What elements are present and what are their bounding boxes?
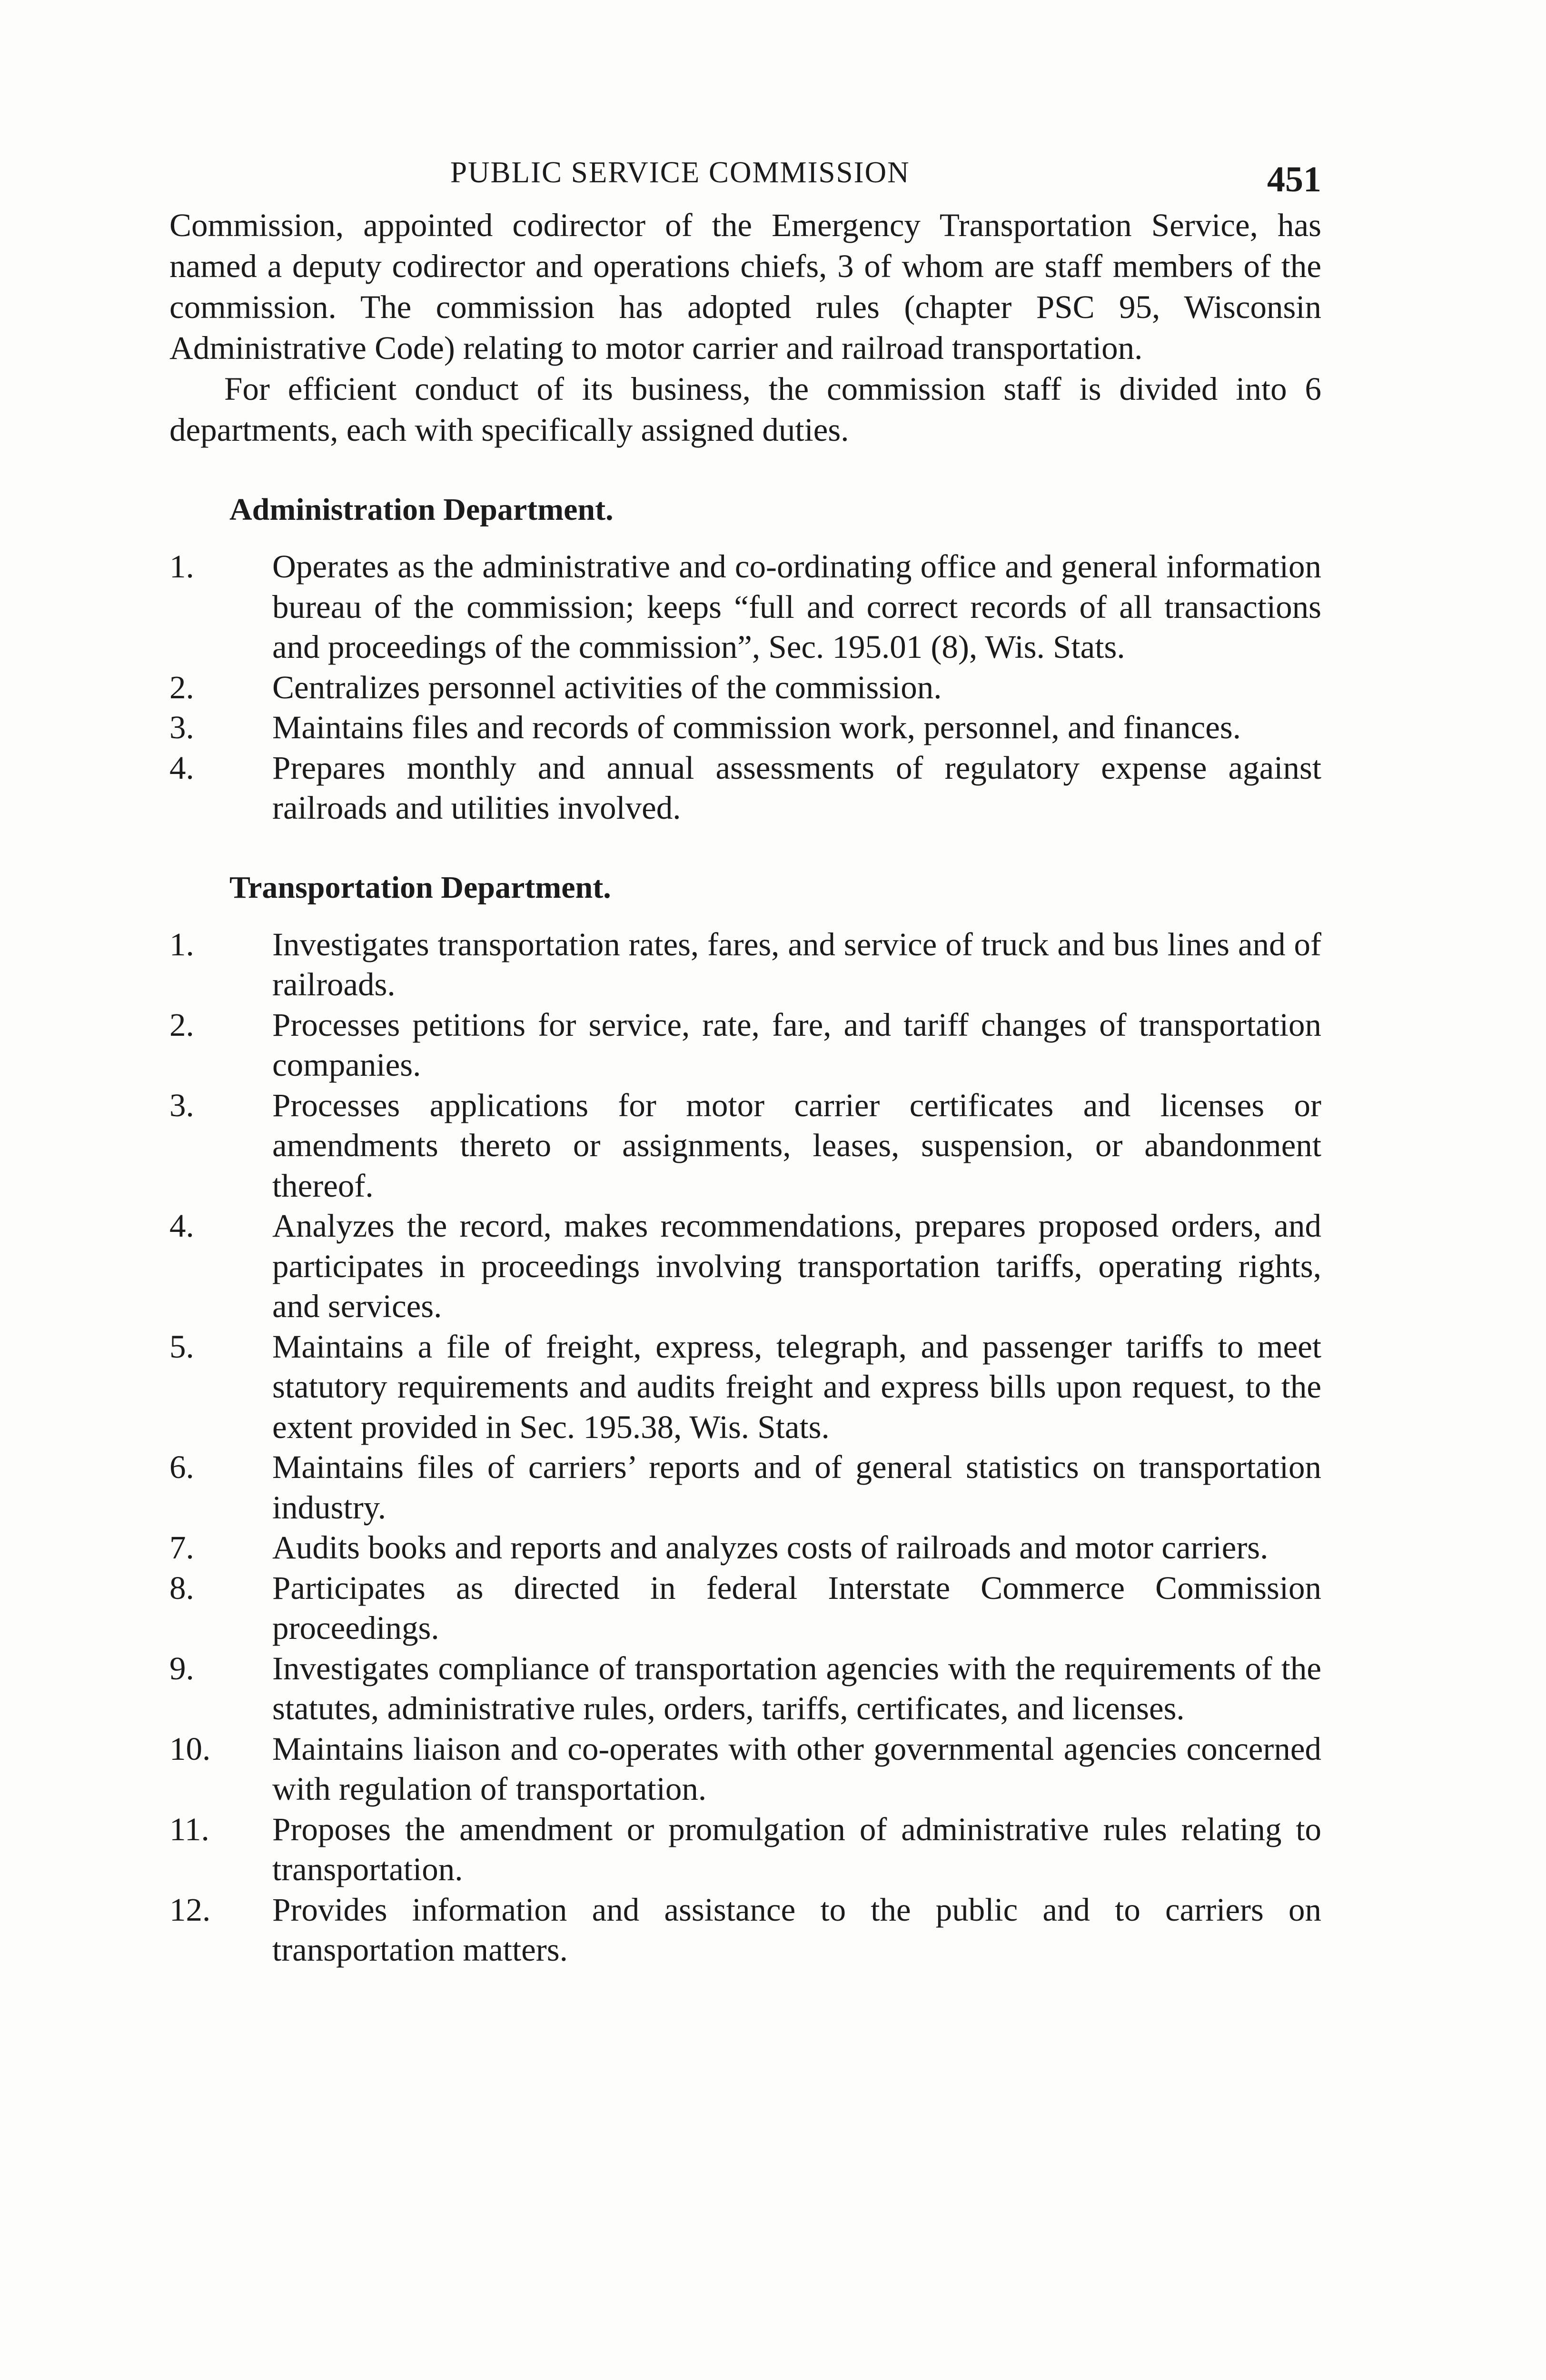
item-number: 6.	[169, 1449, 194, 1485]
item-text: Investigates compliance of transportation agencies with the requirements of the statutes, administrative rules, orders, tariffs, certificates, and licenses.	[272, 1650, 1321, 1726]
item-text: Maintains files and records of commission work, personnel, and finances.	[272, 709, 1241, 745]
item-text: Proposes the amendment or promulgation of administrative rules relating to transportation.	[272, 1811, 1321, 1887]
intro-paragraph: Commission, appointed codirector of the Emergency Transportation Service, has named a deputy codirector and operations chiefs, 3 of whom are staff members of the commission. The commission has adopted rules (chapter PSC 95, Wisconsin Administrative Code) relating to motor carrier and railroad transportation.	[169, 207, 1321, 366]
list-item	[169, 1447, 1321, 1527]
list-item	[169, 667, 1321, 708]
item-number: 1.	[169, 926, 194, 962]
list-item	[169, 707, 1321, 748]
item-text: Prepares monthly and annual assessments of regulatory expense against railroads and utilities involved.	[272, 749, 1321, 826]
item-text: Operates as the administrative and co-ordinating office and general information bureau of the commission; keeps “full and correct records of all transactions and proceedings of the commission”, Sec. 195.01 (8), Wis. Stats.	[272, 548, 1321, 665]
item-text: Centralizes personnel activities of the commission.	[272, 669, 942, 705]
item-text: Maintains a file of freight, express, telegraph, and passenger tariffs to meet statutory requirements and audits freight and express bills upon request, to the extent provided in Sec. 195.38, Wis. Stats.	[272, 1328, 1321, 1445]
item-number: 8.	[169, 1569, 194, 1606]
item-text: Processes applications for motor carrier certificates and licenses or amendments thereto or assignments, leases, suspension, or abandonment thereof.	[272, 1087, 1321, 1204]
item-text: Audits books and reports and analyzes costs of railroads and motor carriers.	[272, 1529, 1269, 1566]
list-item	[169, 1527, 1321, 1568]
list-item	[169, 1327, 1321, 1448]
list-item	[169, 924, 1321, 1005]
section-heading: Administration Department.	[229, 492, 614, 527]
list-item	[169, 1568, 1321, 1648]
item-number: 7.	[169, 1529, 194, 1566]
item-text: Investigates transportation rates, fares, and service of truck and bus lines and of railroads.	[272, 926, 1321, 1002]
section-heading: Transportation Department.	[229, 870, 611, 905]
item-number: 3.	[169, 1087, 194, 1123]
item-text: Participates as directed in federal Interstate Commerce Commission proceedings.	[272, 1569, 1321, 1646]
list-item	[169, 1206, 1321, 1327]
list-item	[169, 1729, 1321, 1809]
list-item	[169, 1648, 1321, 1729]
item-number: 4.	[169, 1208, 194, 1244]
item-text: Maintains liaison and co-operates with other governmental agencies concerned with regulation of transportation.	[272, 1730, 1321, 1807]
running-title: PUBLIC SERVICE COMMISSION	[450, 156, 910, 189]
item-number: 5.	[169, 1328, 194, 1365]
item-text: Provides information and assistance to the public and to carriers on transportation matters.	[272, 1891, 1321, 1968]
item-number: 9.	[169, 1650, 194, 1686]
item-number: 1.	[169, 548, 194, 585]
duty-list	[169, 924, 1321, 1970]
item-number: 3.	[169, 709, 194, 745]
section-administration	[169, 489, 1321, 828]
running-head	[169, 138, 1321, 205]
item-number: 12.	[169, 1891, 211, 1928]
page-number: 451	[1267, 159, 1321, 199]
list-item	[169, 748, 1321, 828]
item-number: 2.	[169, 669, 194, 705]
item-text: Maintains files of carriers’ reports and of general statistics on transportation industry.	[272, 1449, 1321, 1526]
list-item	[169, 1890, 1321, 1970]
list-item	[169, 546, 1321, 667]
item-number: 4.	[169, 749, 194, 786]
list-item	[169, 1809, 1321, 1890]
book-page	[169, 138, 1321, 1970]
list-item	[169, 1085, 1321, 1206]
duty-list	[169, 546, 1321, 828]
item-number: 2.	[169, 1006, 194, 1043]
list-item	[169, 1005, 1321, 1085]
intro-text	[169, 205, 1321, 450]
item-number: 10.	[169, 1730, 211, 1767]
item-number: 11.	[169, 1811, 209, 1847]
item-text: Processes petitions for service, rate, fare, and tariff changes of transportation companies.	[272, 1006, 1321, 1083]
intro-paragraph: For efficient conduct of its business, the commission staff is divided into 6 departments, each with specifically assigned duties.	[169, 371, 1321, 448]
item-text: Analyzes the record, makes recommendations, prepares proposed orders, and participates in proceedings involving transportation tariffs, operating rights, and services.	[272, 1208, 1321, 1324]
section-transportation	[169, 867, 1321, 1970]
